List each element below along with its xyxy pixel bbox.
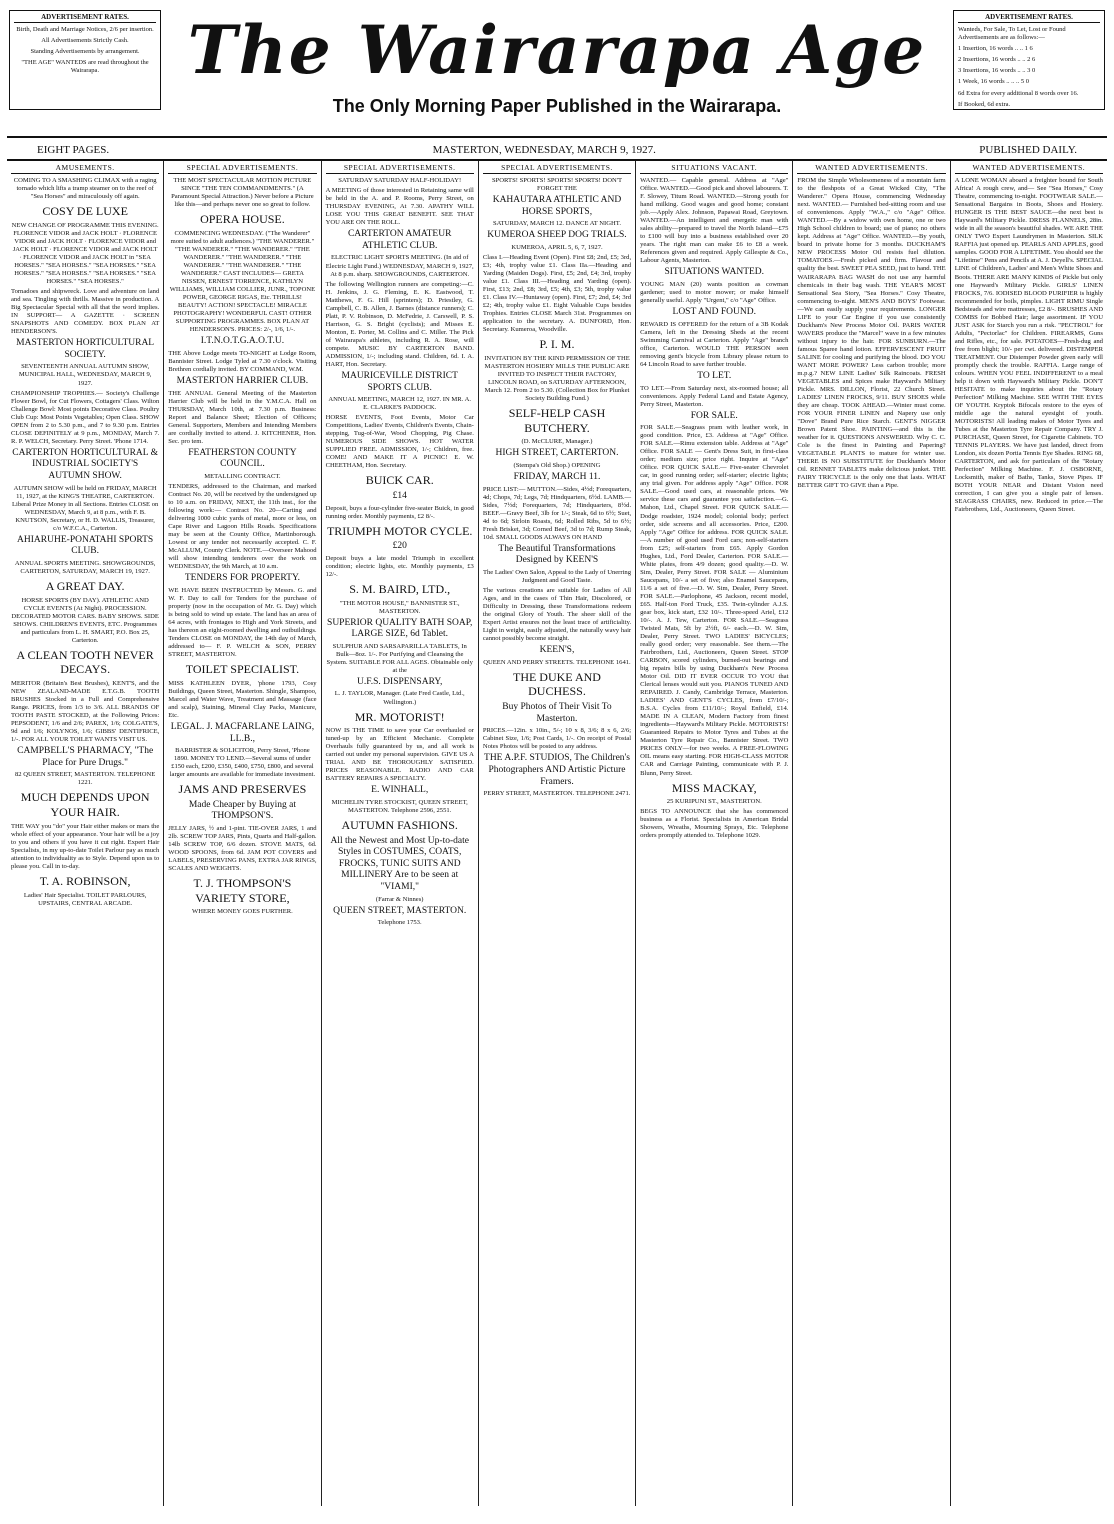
ad-text: Ladies' Hair Specialist. TOILET PARLOURS, UPSTAIRS, CENTRAL ARCADE. bbox=[23, 891, 147, 907]
ad-text: WE HAVE BEEN INSTRUCTED by Messrs. G. and W. F. Day to call for Tenders for the purchase of property (now in the occupation of Mr. G. Day) which is being sold to wind up estate. The land has an area of 64 acres, with frontages to High and York Streets, and has thereon an eight-roomed dwelling and outbuildings. Tenders CLOSE on MONDAY, the 14th day of March, addressed to— F. P. WELCH & SON, PERRY STREET, MASTERTON. bbox=[168, 586, 317, 659]
column-heading: SPECIAL ADVERTISEMENTS. bbox=[483, 163, 631, 174]
ad-text: BEGS TO ANNOUNCE that she has commenced business as a Florist. Specialists in American Bridal Showers, Wreaths, Mourning Sprays, Etc. Telephone orders promptly attended to. Telephone 1029. bbox=[640, 808, 789, 840]
ad-text: A LONE WOMAN aboard a freighter bound for South Africa! A rough crew, and— See "Sea Horses," Cosy Theatre, commencing to-night. FOOTWEAR SALE.—Sensational Bargains in Boots, Shoes and Hosiery. HUNGER IS THE BEST SAUCE—the next best is Hayward's Military Pickle. DRESS FLANNELS, 28in. wide in all the season's beautiful shades. WE ARE THE ONLY TWO Expert Laundrymen in Masterton. SILK RAFFIA just opened up. PEARLS AND APPLES, good samples. GOOD FOR A LIFETIME. You should see the "Lifetime" Pens and Pencils at A. J. Deyell's. SPECIAL LINE of Children's, Ladies' and Men's White Shoes and Boots. THERE ARE MANY KINDS of Pickle but only one Hayward's Military Pickle. GIRLS' LINEN FROCKS, 7/6. IODISED BLOOD PURIFIER is highly recommended for boils, pimples. LIGHT RIMU Single Bedsteads and wire mattresses, £2 8/-. BRUSHES AND COMBS for Bobbed Hair; large assortment. IF YOU JUST ASK for Starch you run a risk. "PECTROL" for Adults, "Pectorlac" for Children. FIREARMS, Guns and Rifles, etc., for sale. POTATOES—Fresh-dug and free from blight; 10/- per cwt. delivered. DISTEMPER TREATMENT. Our Distemper Powder given early will promptly check the trouble. RAFFIA. Large range of colours. WHEN YOU FEEL INDIFFERENT to a meal help it down with Hayward's Military Pickle. DON'T HESITATE to make inquiries about the "Rotary Perfection" Milking Machine. SEE WITH THE EYES OF YOUTH. Kryptok Bifocals restore to the eyes of middle age the natural eyesight of youth. MOTORISTS! All leading makes of Motor Tyres and Tubes at the Masterton Tyre Repair Company. TRY J. PURCHASE, Queen Street, for Cigarette Cabinets. TO TENNIS PLAYERS. We have just landed, direct from London, six dozen Portia Tennis Eye Shades. RING 68, CARTERTON, and ask for particulars of the "Rotary Perfection" Milking Machine. F. J. OSBORNE, Locksmith, maker of Baths, Tanks, Stove Pipes. IF BOTH YOUR NEAR and Distant Vision need correction, I can give you a single pair of lenses. SEAGRASS CHAIRS, new. Reduced in price.—The Fairbrothers, Ltd., Auctioneers, Queen Street. bbox=[954, 177, 1103, 514]
newspaper-motto: The Only Morning Paper Published in the Wairarapa. bbox=[332, 96, 782, 116]
left-ear-line: Birth, Death and Marriage Notices, 2/6 per insertion. bbox=[16, 25, 154, 33]
ad-text: SITUATIONS WANTED. bbox=[664, 267, 765, 278]
ad-text: WHERE MONEY GOES FURTHER. bbox=[192, 908, 293, 916]
ad-text: MISS MACKAY, bbox=[671, 780, 757, 795]
left-ear-line: Standing Advertisements by arrangement. bbox=[30, 48, 140, 55]
ad-text: MR. MOTORIST! bbox=[354, 709, 445, 724]
ad-text: KUMEROA SHEEP DOG TRIALS. bbox=[487, 230, 627, 241]
right-ear-line: 2 Insertions, 16 words .. .. 2 6 bbox=[958, 56, 1036, 64]
ad-text: AUTUMN FASHIONS. bbox=[341, 818, 458, 833]
ad-text: All the Newest and Most Up-to-date Styles in COSTUMES, COATS, FROCKS, TUNIC SUITS AND MILLINERY Are to be seen at "VIAMI," bbox=[330, 835, 469, 892]
ad-text: KAHAUTARA ATHLETIC AND HORSE SPORTS, bbox=[492, 195, 622, 217]
right-ear-line: 1 Insertion, 16 words .. .. 1 6 bbox=[958, 45, 1033, 52]
ad-text: HORSE SPORTS (BY DAY). ATHLETIC AND CYCLE EVENTS (At Night). PROCESSION. DECORATED MOTOR CARS. BABY SHOWS. SIDE SHOWS. CHILDREN'S EVENTS, ETC. Programmes and particulars from L. H. SMART, P.O. Box 25, Carterton. bbox=[11, 596, 159, 644]
ad-text: Telephone 1753. bbox=[377, 919, 422, 927]
right-ear-box bbox=[953, 10, 1105, 110]
ad-text: SEVENTEENTH ANNUAL AUTUMN SHOW, MUNICIPAL HALL, WEDNESDAY, MARCH 9, 1927. bbox=[18, 363, 152, 387]
ad-text: KEEN'S, bbox=[539, 645, 575, 656]
ad-text: TO LET.—From Saturday next, six-roomed house; all conveniences. Apply Federal Land and Estate Agency, Perry Street, Masterton. bbox=[640, 384, 789, 408]
ad-text: THE ANNUAL General Meeting of the Masterton Harrier Club will be held in the Y.M.C.A. Hall on THURSDAY, March 10th, at 7.30 p.m. Business: Report and Balance Sheet; Election of Officers; General. Supporters, Members and Intending Members are cordially invited to attend. J. KITCHENER, Hon. Sec. pro tem. bbox=[168, 389, 317, 445]
right-ear-line: 6d Extra for every additional 8 words over 16. bbox=[958, 89, 1079, 97]
ad-text: T. J. THOMPSON'S VARIETY STORE, bbox=[193, 876, 292, 905]
ad-text: SATURDAY SATURDAY HALF-HOLIDAY! bbox=[338, 177, 462, 185]
ad-text: The Beautiful Transformations Designed by KEEN'S bbox=[498, 543, 616, 566]
ad-text: REWARD IS OFFERED for the return of a 3B Kodak Camera, left in the Dressing Sheds at the recent Swimming Carnival at Carterton. Apply "Age" branch office, Carterton. WOULD THE PERSON seen removing gent's bicycle from Library please return to 64 Lincoln Road to save further trouble. bbox=[640, 320, 789, 368]
ad-text: MICHELIN TYRE STOCKIST, QUEEN STREET, MASTERTON. Telephone 2596, 2551. bbox=[331, 798, 468, 814]
ad-text: TRIUMPH MOTOR CYCLE. bbox=[326, 523, 473, 538]
ad-text: MASTERTON HORTICULTURAL SOCIETY. bbox=[16, 338, 155, 360]
ad-text: TO LET. bbox=[697, 370, 732, 381]
ad-text: SULPHUR AND SARSAPARILLA TABLETS, In Bulk—8oz. 1/-. For Purifying and Cleansing the System. SUITABLE FOR ALL AGES. Obtainable only at the bbox=[326, 642, 473, 674]
ad-text: TENDERS FOR PROPERTY. bbox=[184, 573, 300, 584]
ad-text: THE MOST SPECTACULAR MOTION PICTURE SINCE "THE TEN COMMANDMENTS." (A Paramount Special Attraction.) Never before a Picture like this—and perhaps never one so great to follow. bbox=[171, 177, 314, 209]
ad-text: E. WINHALL, bbox=[371, 785, 429, 796]
newspaper-title: The Wairarapa Age bbox=[187, 11, 927, 89]
ad-text: LEGAL. J. MACFARLANE LAING, LL.B., bbox=[170, 721, 315, 744]
ad-text: P. I. M. bbox=[539, 337, 575, 352]
left-ear-line: "THE AGE" WANTEDS are read throughout the Wairarapa. bbox=[21, 59, 149, 75]
ad-text: CAMPBELL'S PHARMACY, "The Place for Pure Drugs." bbox=[17, 746, 154, 768]
column-7 bbox=[951, 161, 1107, 1506]
column-6 bbox=[793, 161, 950, 1506]
ad-text: TENDERS, addressed to the Chairman, and marked Contract No. 20, will be received by the undersigned up to 10 a.m. on FRIDAY, NEXT, the 11th inst., for the following work:— Contract No. 20—Carting and delivering 1000 cubic yards of metal, more or less, on Cape River and Lagoon Hills Roads. Specifications may be seen at the County Office, Martinborough. Lowest or any tender not necessarily accepted. C. F. McALLUM, County Clerk. NOTE.—Overseer Mahood will show intending tenderers over the work on WEDNESDAY, the 9th March, at 10 a.m. bbox=[168, 482, 317, 571]
ad-text: Buy Photos of Their Visit To Masterton. bbox=[502, 702, 612, 724]
ad-text: Deposit buys a late model Triumph in excellent condition; electric lights, etc. Monthly payments, £3 12/-. bbox=[325, 554, 474, 578]
right-ear-line: Wanteds, For Sale, To Let, Lost or Found Advertisements are as follows:— bbox=[958, 25, 1066, 41]
ad-text: AHIARUHE-PONATAHI SPORTS CLUB. bbox=[17, 534, 154, 557]
ad-text: The Ladies' Own Salon, Appeal to the Lady of Unerring Judgment and Good Taste. bbox=[482, 568, 631, 584]
ad-text: THE WAY you "do" your Hair either makes or mars the whole effect of your appearance. Your hair will be a joy to you and others if you have it cut right. Expert Hair Specialists, in my up-to-date Toilet Parlour pay as much attention to individuality as to Style. Depend upon us to please you. Call in to-day. bbox=[11, 822, 160, 870]
ad-text: (Farrar & Ninnes) bbox=[375, 895, 424, 903]
right-ear-line: 3 Insertions, 16 words .. .. 3 0 bbox=[958, 67, 1036, 75]
ad-text: COSY DE LUXE bbox=[42, 204, 128, 219]
ad-text: Class I.—Heading Event (Open). First £8; 2nd, £5; 3rd, £3; 4th, trophy value £1. Class IIa.—Heading and Yarding (Maiden Dogs). First, £5; 2nd, £4; 3rd, trophy value £1. Class III.—Heading and Yarding (open). First, £13; 2nd, £8; 3rd, £5; 4th, £3; 5th, trophy value £1. Class IV.—Huntaway (open). First, £7; 2nd, £4; 3rd £2; 4th, trophy value £1. Eight Valuable Cups besides Trophies. Entries CLOSE March 31st. Programmes on application to the secretary. A. DUNFORD, Hon. Secretary. Kumeroa, Woodville. bbox=[482, 254, 632, 334]
ad-text: THE DUKE AND DUCHESS. bbox=[512, 669, 601, 699]
ad-text: PRICES.—12in. x 10in., 5/-; 10 x 8, 3/6; 8 x 6, 2/6; Cabinet Size, 1/6; Post Cards, 1/-. On receipt of Postal Notes Photos will be posted to any address. bbox=[482, 727, 632, 751]
ad-text: PRICE LIST:— MUTTON.—Sides, 4½d; Forequarters, 4d; Chops, 7d; Legs, 7d; Hindquarters, 6½d. LAMB.—Sides, 7½d; Forequarters, 7d; Hindquarters, 8½d. BEEF.—Gravy Beef, 3lb for 1/-; Steak, 6d to 6½; Suet, 4d to 6d; Sirloin Roasts, 6d; Rolled Ribs, 5d to 6½; Fresh Brisket, 3d; Corned Beef, 3d to 7d; Rump Steak, 10d. SMALL GOODS ALWAYS ON HAND bbox=[482, 485, 632, 541]
ad-text: Made Cheaper by Buying at THOMPSON'S. bbox=[188, 799, 296, 822]
ad-text: WANTED.— Capable general. Address at "Age" Office. WANTED.—Good pick and shovel labourers. T. F. Slowey, Titum Road. WANTED.—Strong youth for hand milking. Good wages and good home; constant job.—Apply Alex. Johnson, Papawai Road, Greytown. WANTED.—An intelligent and energetic man with sales ability—prepared to travel the North Island—£75 to £100 will buy into a business established over 20 years. The right man can make £6 to £8 a week. References given and required. Apply Gillespie & Co., Labour Agents, Masterton. bbox=[640, 177, 789, 265]
ad-text: 25 KURIPUNI ST., MASTERTON. bbox=[666, 798, 762, 806]
ad-text: I.T.N.O.T.G.A.O.T.U. bbox=[200, 336, 285, 347]
ad-text: KUMEROA, APRIL 5, 6, 7, 1927. bbox=[511, 243, 603, 251]
ad-text: A MEETING of those interested in Retaining same will be held in the A. and P. Rooms, Perry Street, on THURSDAY EVENING, At 7.30. APATHY WILL LOSE YOU THIS GREAT BENEFIT. SEE THAT YOU ARE ON THE ROLL. bbox=[325, 187, 474, 227]
page-count: EIGHT PAGES. bbox=[37, 144, 110, 156]
column-heading: AMUSEMENTS. bbox=[11, 163, 159, 174]
ad-text: BARRISTER & SOLICITOR, Perry Street, 'Phone 1890. MONEY TO LEND.—Several sums of under £150 each, £200, £350, £400, £750, £800, and several larger amounts are available for immediate investment. bbox=[169, 747, 316, 779]
column-heading: SITUATIONS VACANT. bbox=[640, 163, 788, 174]
ad-text: COMMENCING WEDNESDAY. ("The Wanderer" more suited to adult audiences.) "THE WANDERER." "THE WANDERER." "THE WANDERER." "THE WANDERER." "THE WANDERER." "THE WANDERER." "THE WANDERER." "THE WANDERER." CAST INCLUDES— GRETA NISSEN, ERNEST TORRENCE, KATHLYN WILLIAMS, WILLIAM COLLIER, JUNR., TOPONE POWER, GEORGE RIGAS, Etc. THRILLS! BEAUTY! ACTION! SPECTACLE! MIRACLE PHOTOGRAPHY! WONDERFUL CAST! OTHER SUPPORTING PROGRAMMES. BOX PLAN AT HENDERSON'S. PRICES: 2/-, 1/6, 1/-. bbox=[169, 229, 316, 334]
ad-text: YOUNG MAN (20) wants position as cowman gardener; used to motor mower; or make himself generally useful. Apply "Urgent," c/o "Age" Office. bbox=[640, 281, 789, 305]
ad-text: JELLY JARS, ½ and 1-pint. TIE-OVER JARS, 1 and 2lb. SCREW TOP JARS, Pints, Quarts and Half-gallon. 14lb SCREW TOP, 6/6 dozen. STOVE MATS, 6d. WOOD SPOONS, from 6d. JAM POT COVERS and LABELS, PRESERVING PANS, EXTRA JAR RINGS, SCALES AND WEIGHTS. bbox=[168, 825, 317, 873]
ad-text: £20 bbox=[392, 541, 407, 552]
column-heading: WANTED ADVERTISEMENTS. bbox=[955, 163, 1103, 174]
published-daily: PUBLISHED DAILY. bbox=[979, 144, 1077, 156]
ad-text: £14 bbox=[392, 490, 407, 501]
ad-text: SUPERIOR QUALITY BATH SOAP, LARGE SIZE, 6d Tablet. bbox=[327, 617, 473, 640]
dateline bbox=[7, 138, 1107, 161]
ad-text: U.F.S. DISPENSARY, bbox=[357, 676, 443, 687]
ad-text: JAMS AND PRESERVES bbox=[178, 782, 307, 797]
ad-text: MISS KATHLEEN DYER, 'phone 1793, Cosy Buildings, Queen Street, Masterton. Shingle, Shampoo, Marcel and Water Wave, Treatment and Massage (face and scalp), Staining, Mineral Clay Packs, Manicure, Etc. bbox=[168, 679, 317, 719]
column-heading: SPECIAL ADVERTISEMENTS. bbox=[326, 163, 474, 174]
ad-text: T. A. ROBINSON, bbox=[39, 873, 131, 888]
columns-area bbox=[7, 161, 1107, 1506]
ad-text: LOST AND FOUND. bbox=[672, 307, 757, 318]
left-ear-line: All Advertisements Strictly Cash. bbox=[41, 36, 129, 44]
ad-text: FROM the Simple Wholesomeness of a mountain farm to the fleshpots of a Great Wicked City, "The Wanderer." Opera House, commencing Wednesday next. WANTED.— Furnished bed-sitting room and use of conveniences. Apply "W.A.," c/o "Age" Office. WANTED.—By a widow with own home, one or two High School children to board; use of piano; no others kept. Address at "Age" Office. WANTED.—By youth, board in private home for 3 months. DUCKHAM'S NEW PROCESS Motor Oil resists fuel dilution. TOMATOES.—Fresh picked and firm. Flavour and quality the best. SWEET PEA SEED, just to hand. THE WAIRARAPA BAG WASH do not use any harmful chemicals in their bag wash. THE YEAR'S MOST Sensational Sea Story, "Sea Horses." Cosy Theatre, commencing to-night. MEN'S AND BOYS' Footwear.—We can easily supply your requirements. LONGER LIFE to your Car Engine if you use consistently Duckham's New Process Motor Oil. PARIS WATER WAVERS produce the "Marcel" wave in a few minutes without injury to the hair. FOR SUNBURN.—The famous Sparee hand lotion. EFFERVESCENT FRUIT SALINE for cooling and purifying the blood. DO YOU WANT MORE POWER? Less carbon trouble; more m.p.g.? NEW LINE Ladies' Silk Raincoats. FRESH VEGETABLES and Spices make Hayward's Military Pickle. MRS. DILLON, Florist, 22 Church Street. LADIES' LINEN FROCKS, 9/11. BUY SHOES while they are cheap. TOOK AHEAD.—Winter must come. FOR YOUR FINER LINEN and Napery use only "Dove" Brand Pure Rice Starch. GENT'S NIGGER Brown Patent Shoe. PAINTING—and this is the weather for it. QUESTIONS ANSWERED. Why C. C. Cole is the finest in Painting and Papering? VEGETABLE PLANTS to mature for winter use. THERE IS NO SUBSTITUTE for Duckham's Motor Oil. RENNET TABLETS make delicious junket. THE FAIRY TRICYCLE is the only one that lasts. WHAT BETTER GIFT TO GIVE than a Pipe. bbox=[797, 177, 946, 490]
masthead bbox=[7, 4, 1107, 138]
ad-text: FEATHERSTON COUNTY COUNCIL. bbox=[188, 447, 297, 470]
ad-text: AUTUMN SHOW will be held on FRIDAY, MARCH 11, 1927, at the KING'S THEATRE, CARTERTON. Liberal Prize Money in all Sections. Entries CLOSE on WEDNESDAY, March 9, at 8 p.m., with F. B. KNUTSON, Secretary, or H. D. WALLIS, Treasurer, c/o W.F.C.A., Carterton. bbox=[11, 484, 159, 532]
ad-text: FOR SALE. bbox=[690, 410, 738, 421]
ad-text: S. M. BAIRD, LTD., bbox=[349, 581, 451, 596]
column-1 bbox=[7, 161, 164, 1506]
ad-text: SELF-HELP CASH BUTCHERY. bbox=[508, 406, 606, 435]
ad-text: ELECTRIC LIGHT SPORTS MEETING. (In aid of Electric Light Fund.) WEDNESDAY, MARCH 9, 1927, At 8 p.m. sharp. SHOWGROUNDS, CARTERTON. bbox=[325, 254, 474, 278]
ad-text: Deposit, buys a four-cylinder five-seater Buick, in good running order. Monthly payments, £2 8/-. bbox=[325, 504, 474, 520]
right-ear-line: If Booked, 6d extra. bbox=[958, 100, 1011, 108]
ad-text: A CLEAN TOOTH NEVER DECAYS. bbox=[16, 647, 154, 677]
ad-text: ANNUAL MEETING, MARCH 12, 1927. IN MR. A. E. CLARKE'S PADDOCK. bbox=[328, 396, 472, 412]
ad-text: Tornadoes and shipwreck. Love and adventure on land and sea. Tingling with thrills. Massive in production. A Big Spectacular Special with all that the word implies. IN SUPPORT— A GAZETTE · SCREEN SNAPSHOTS AND COMEDY. BOX PLAN AT HENDERSON'S. bbox=[11, 288, 160, 336]
ad-text: BUICK CAR. bbox=[365, 473, 434, 488]
issue-date: MASTERTON, WEDNESDAY, MARCH 9, 1927. bbox=[432, 144, 656, 156]
ad-text: 82 QUEEN STREET, MASTERTON. TELEPHONE 1221. bbox=[15, 771, 156, 787]
ad-text: CARTERTON HORTICULTURAL & INDUSTRIAL SOCIETY'S AUTUMN SHOW. bbox=[12, 447, 158, 481]
ad-text: HIGH STREET, CARTERTON. bbox=[495, 448, 619, 459]
ad-text: THE Above Lodge meets TO-NIGHT at Lodge Room, Bannister Street. Lodge Tyled at 7.30 o'clock. Visiting Brethren cordially invited. BY COMMAND, W.M. bbox=[168, 349, 317, 373]
ad-text: THE A.P.F. STUDIOS, The Children's Photographers AND Artistic Picture Framers. bbox=[484, 753, 630, 787]
column-heading: WANTED ADVERTISEMENTS. bbox=[797, 163, 945, 174]
ad-text: SPORTS! SPORTS! SPORTS! SPORTS! DON'T FORGET THE bbox=[491, 177, 623, 193]
ad-text: QUEEN STREET, MASTERTON. bbox=[333, 905, 467, 916]
ad-text: A GREAT DAY. bbox=[45, 578, 125, 593]
ad-text: MUCH DEPENDS UPON YOUR HAIR. bbox=[20, 790, 150, 820]
right-ear-heading: ADVERTISEMENT RATES. bbox=[958, 13, 1100, 23]
newspaper-page bbox=[7, 4, 1107, 1514]
column-2 bbox=[164, 161, 321, 1506]
ad-text: MASTERTON HARRIER CLUB. bbox=[176, 375, 309, 386]
ad-text: COMING TO A SMASHING CLIMAX with a raging tornado which lifts a tramp steamer on to the reef of "Sea Horses" and miraculously off again. bbox=[13, 177, 157, 201]
column-4 bbox=[479, 161, 636, 1506]
ad-text: The various creations are suitable for Ladies of All Ages, and in the cases of Thin Hair, Discolored, or Difficulty in Dressing, these Transformations redeem the original Glory of Youth. The sheer skill of the Expert Artist ensures not the least trace of artificiality. Light in weight, easily adjusted, the naturally wavy hair cannot possibly become straight. bbox=[482, 587, 632, 643]
ad-text: MAURICEVILLE DISTRICT SPORTS CLUB. bbox=[341, 370, 458, 393]
ad-text: FRIDAY, MARCH 11. bbox=[513, 472, 601, 483]
ad-text: (D. McCLURE, Manager.) bbox=[521, 438, 593, 446]
ad-text: SATURDAY, MARCH 12. DANCE AT NIGHT. bbox=[492, 220, 621, 228]
ad-text: INVITATION BY THE KIND PERMISSION OF THE MASTERTON HOSIERY MILLS THE PUBLIC ARE INVITED TO INSPECT THEIR FACTORY, LINCOLN ROAD, on SATURDAY AFTERNOON, March 12. From 2 to 5.30. (Collection Box for Plunket Society Building Fund.) bbox=[484, 354, 630, 403]
left-ear-box bbox=[9, 10, 161, 110]
ad-text: HORSE EVENTS, Foot Events, Motor Car Competitions, Ladies' Events, Children's Events, Chain-stepping, Tug-of-War, Wood Chopping, Pig Chase. NUMEROUS SIDE SHOWS. HOT WATER SUPPLIED FREE. ADMISSION, 1/-; Children, free. COME! AND MAKE IT A PICNIC! E. W. CHEETHAM, Hon. Secretary. bbox=[325, 414, 474, 470]
ad-text: CHAMPIONSHIP TROPHIES.— Society's Challenge Flower Bowl, for Cut Flowers, Cottagers' Class. Wilton Challenge Bowl: Most points Decorative Class. Poultry Club Cup: Most Points Vegetables; Open Class. SHOW OPEN from 2 to 5.30 p.m., and 7 to 9.30 p.m. Entries CLOSE DEFINITELY at 9 p.m., MONDAY, March 7. R. P. WELCH, Secretary. Perry Street. 'Phone 1714. bbox=[11, 389, 160, 445]
ad-text: METALLING CONTRACT. bbox=[204, 472, 281, 480]
ad-text: CARTERTON AMATEUR ATHLETIC CLUB. bbox=[347, 229, 452, 251]
column-5 bbox=[636, 161, 793, 1506]
ad-text: QUEEN AND PERRY STREETS. TELEPHONE 1641. bbox=[483, 658, 631, 666]
ad-text: NEW CHANGE OF PROGRAMME THIS EVENING. FLORENCE VIDOR and JACK HOLT · FLORENCE VIDOR and JACK HOLT · FLORENCE VIDOR and JACK HOLT · FLORENCE VIDOR and JACK HOLT · FLORENCE VIDOR and JACK HOLT in "SEA HORSES." "SEA HORSES." "SEA HORSES." "SEA HORSES." "SEA HORSES." "SEA HORSES." "SEA HORSES." "SEA HORSES." bbox=[11, 221, 159, 286]
ad-text: FOR SALE.—Seagrass pram with leather work, in good condition. Price, £3. Address at "Age" Office. FOR SALE.—Rimu extension table. Address at "Age" Office. FOR SALE — Gent's Dress Suit, in first-class order; medium size; price right. Inquire at "Age" Office. FOR QUICK SALE.— Five-seater Chevrolet car, in good running order; self-starter; electric lights; any trial given. For address apply "Age" Office. FOR SALE.—Good used cars, at reasonable prices. We service these cars and guarantee you satisfaction.—G. Mahon, Ltd., Chapel Street. FOR QUICK SALE.—Dodge roadster, 1924 model; colonial body; perfect order, side screens and all accessories. Price, £200. Apply "Age" Office for address. FOR QUICK SALE.—A number of good used Ford cars; non-self-starters from £25; self-starters from £65. Apply Gordon Hughes, Ltd., Ford Dealer, Carterton. FOR SALE.—White plates, from 4/9 dozen; good quality.—D. W. Sim, Dealer, Perry Street. FOR SALE — Aluminium Saucepans, 10/- a set of five; also Enamel Saucepans, 11/6 a set of five.—D. W. Sim, Dealer, Perry Street. FOR SALE.—Parlophone, 45 Jackson, recent model, £65. Half-ton Ford Truck, £35. Twin-cylinder A.J.S. gear box, kick start, £32 10/-. Three-speed Ariel, £12 10/-. A. J. Tew, Carterton. FOR SALE.—Seagrass Twisted Mats, 5ft by 2½ft, 6/- each.—D. W. Sim, Dealer, Perry Street. TWO LADIES' BICYCLES; really good order; very reasonable. See them.—The Fairbrothers, Ltd., Auctioneers, Queen Street. STOP CARBON, scored cylinders, burned-out bearings and big repairs bills by using Duckham's New Process Motor Oil. DID IT EVER OCCUR TO YOU that Clerical lenses would suit you. PIANOS TUNED AND REPAIRED. J. Candy, Cambridge Terrace, Masterton. LADIES' AND GENT'S CYCLES, from £7/10/-; B.S.A. Cycles from £11/10/-; Royal Enfield, £14. MADE IN A CLEAN, Modern Factory from finest ingredients—Hayward's Military Pickle. MOTORISTS! Guaranteed Repairs to Motor Tyres and Tubes at the Masterton Tyre Repair Co., Bannister Street. TWO PRICES ONLY—for two weeks. A FREE-FLOWING OIL means easy starting. FOR HIGH-CLASS MOTOR CAR and Carriage Painting, communicate with P. J. Blunn, Perry Street. bbox=[640, 424, 789, 777]
left-ear-heading: ADVERTISEMENT RATES. bbox=[14, 13, 156, 23]
ad-text: "THE MOTOR HOUSE," BANNISTER ST., MASTERTON. bbox=[339, 599, 460, 615]
ad-text: OPERA HOUSE. bbox=[200, 212, 285, 227]
ad-text: The following Wellington runners are competing:—C. H. Jenkins, J. G. Fleming, E. K. Eastwood, T. Matthews, F. G. Hill (sprinters); D. Priestley, G. Campbell, C. B. Allen, J. Barnes (distance runners); C. Platt, P. V. Robinson, D. McFedrie, J. Carswell, P. S. Harrison, G. S. Bright (cyclists); and Misses E. Monton, E. Porter, M. Collins and C. Miller. The Pick of Wairarapa's athletes, including R. A. Rose, will compete. MUSIC BY CARTERTON BAND. ADMISSION, 1/-; including stand. Children, 6d. I. A. HART, Hon. Secretary. bbox=[325, 280, 474, 368]
column-heading: SPECIAL ADVERTISEMENTS. bbox=[168, 163, 316, 174]
ad-text: TOILET SPECIALIST. bbox=[185, 662, 300, 677]
ad-text: MERITOR (Britain's Best Brushes), KENT'S, and the NEW ZEALAND-MADE E.T.G.B. TOOTH BRUSHES Stocked in a Full and Comprehensive Range. PRICES, from 1/3 to 3/6. ALL BRANDS OF TOOTH PASTE STOCKED, at the Following Prices: PEPSODENT, 1/6 and 2/6; PAREX, 1/6; COLGATE'S, 9d and 1/6; KOLYNOS, 1/6; GIBBS' DENTIFRICE, 1/-. FOR ALL YOUR TOILET WANTS VISIT US. bbox=[11, 679, 160, 744]
column-3 bbox=[322, 161, 479, 1506]
ad-text: NOW IS THE TIME to save your Car overhauled or tuned-up by an Efficient Mechanic. Complete Overhauls fully guaranteed by us, and all work is carried out under my personal supervision. GIVE US A TRIAL AND BE THOROUGHLY SATISFIED. PRICES REASONABLE. RADIO AND CAR BATTERY REPAIRS A SPECIALTY. bbox=[325, 727, 474, 783]
ad-text: L. J. TAYLOR, Manager. (Late Fred Castle, Ltd., Wellington.) bbox=[334, 690, 465, 706]
ad-text: ANNUAL SPORTS MEETING. SHOWGROUNDS, CARTERTON, SATURDAY, MARCH 19, 1927. bbox=[14, 559, 156, 575]
ad-text: PERRY STREET, MASTERTON. TELEPHONE 2471. bbox=[483, 790, 631, 798]
ad-text: (Stempa's Old Shop.) OPENING bbox=[513, 461, 601, 469]
right-ear-line: 1 Week, 16 words .. .. .. 5 0 bbox=[958, 78, 1030, 86]
